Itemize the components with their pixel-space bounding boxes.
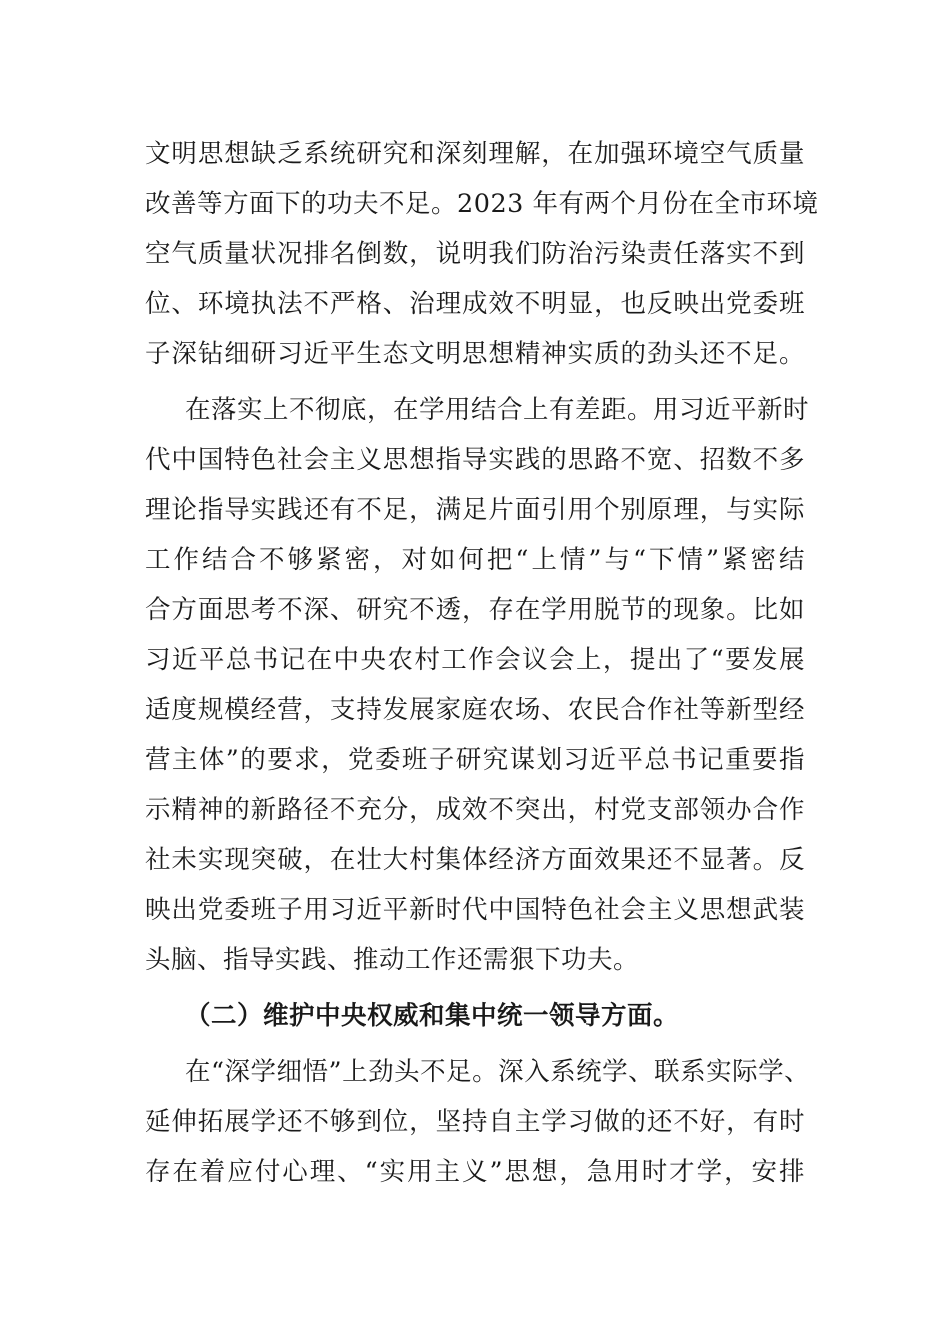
body-text-line: 文明思想缺乏系统研究和深刻理解，在加强环境空气质量	[145, 139, 805, 169]
body-text-line: 存在着应付心理、“实用主义”思想，急用时才学，安排	[145, 1157, 805, 1187]
body-text-line: 工作结合不够紧密，对如何把“上情”与“下情”紧密结	[145, 545, 805, 575]
paragraph-first-line: 在落实上不彻底，在学用结合上有差距。用习近平新时	[185, 395, 810, 425]
body-text-line: 代中国特色社会主义思想指导实践的思路不宽、招数不多	[145, 445, 805, 475]
body-text-line: 改善等方面下的功夫不足。2023 年有两个月份在全市环境	[145, 189, 819, 219]
body-text-line: 映出党委班子用习近平新时代中国特色社会主义思想武装	[145, 895, 805, 925]
body-text-line: 延伸拓展学还不够到位，坚持自主学习做的还不好，有时	[145, 1107, 805, 1137]
body-text-line: 子深钻细研习近平生态文明思想精神实质的劲头还不足。	[145, 339, 805, 369]
body-text-line: 习近平总书记在中央农村工作会议会上，提出了“要发展	[145, 645, 805, 675]
body-text-line: 营主体”的要求，党委班子研究谋划习近平总书记重要指	[145, 745, 805, 775]
body-text-line: 社未实现突破，在壮大村集体经济方面效果还不显著。反	[145, 845, 805, 875]
body-text-line: 头脑、指导实践、推动工作还需狠下功夫。	[145, 945, 640, 975]
body-text-line: 合方面思考不深、研究不透，存在学用脱节的现象。比如	[145, 595, 805, 625]
body-text-line: 空气质量状况排名倒数，说明我们防治污染责任落实不到	[145, 239, 805, 269]
body-text-line: 理论指导实践还有不足，满足片面引用个别原理，与实际	[145, 495, 805, 525]
body-text-line: 示精神的新路径不充分，成效不突出，村党支部领办合作	[145, 795, 805, 825]
section-heading: （二）维护中央权威和集中统一领导方面。	[185, 1001, 680, 1031]
body-text-line: 位、环境执法不严格、治理成效不明显，也反映出党委班	[145, 289, 805, 319]
paragraph-first-line: 在“深学细悟”上劲头不足。深入系统学、联系实际学、	[185, 1057, 811, 1087]
body-text-line: 适度规模经营，支持发展家庭农场、农民合作社等新型经	[145, 695, 805, 725]
